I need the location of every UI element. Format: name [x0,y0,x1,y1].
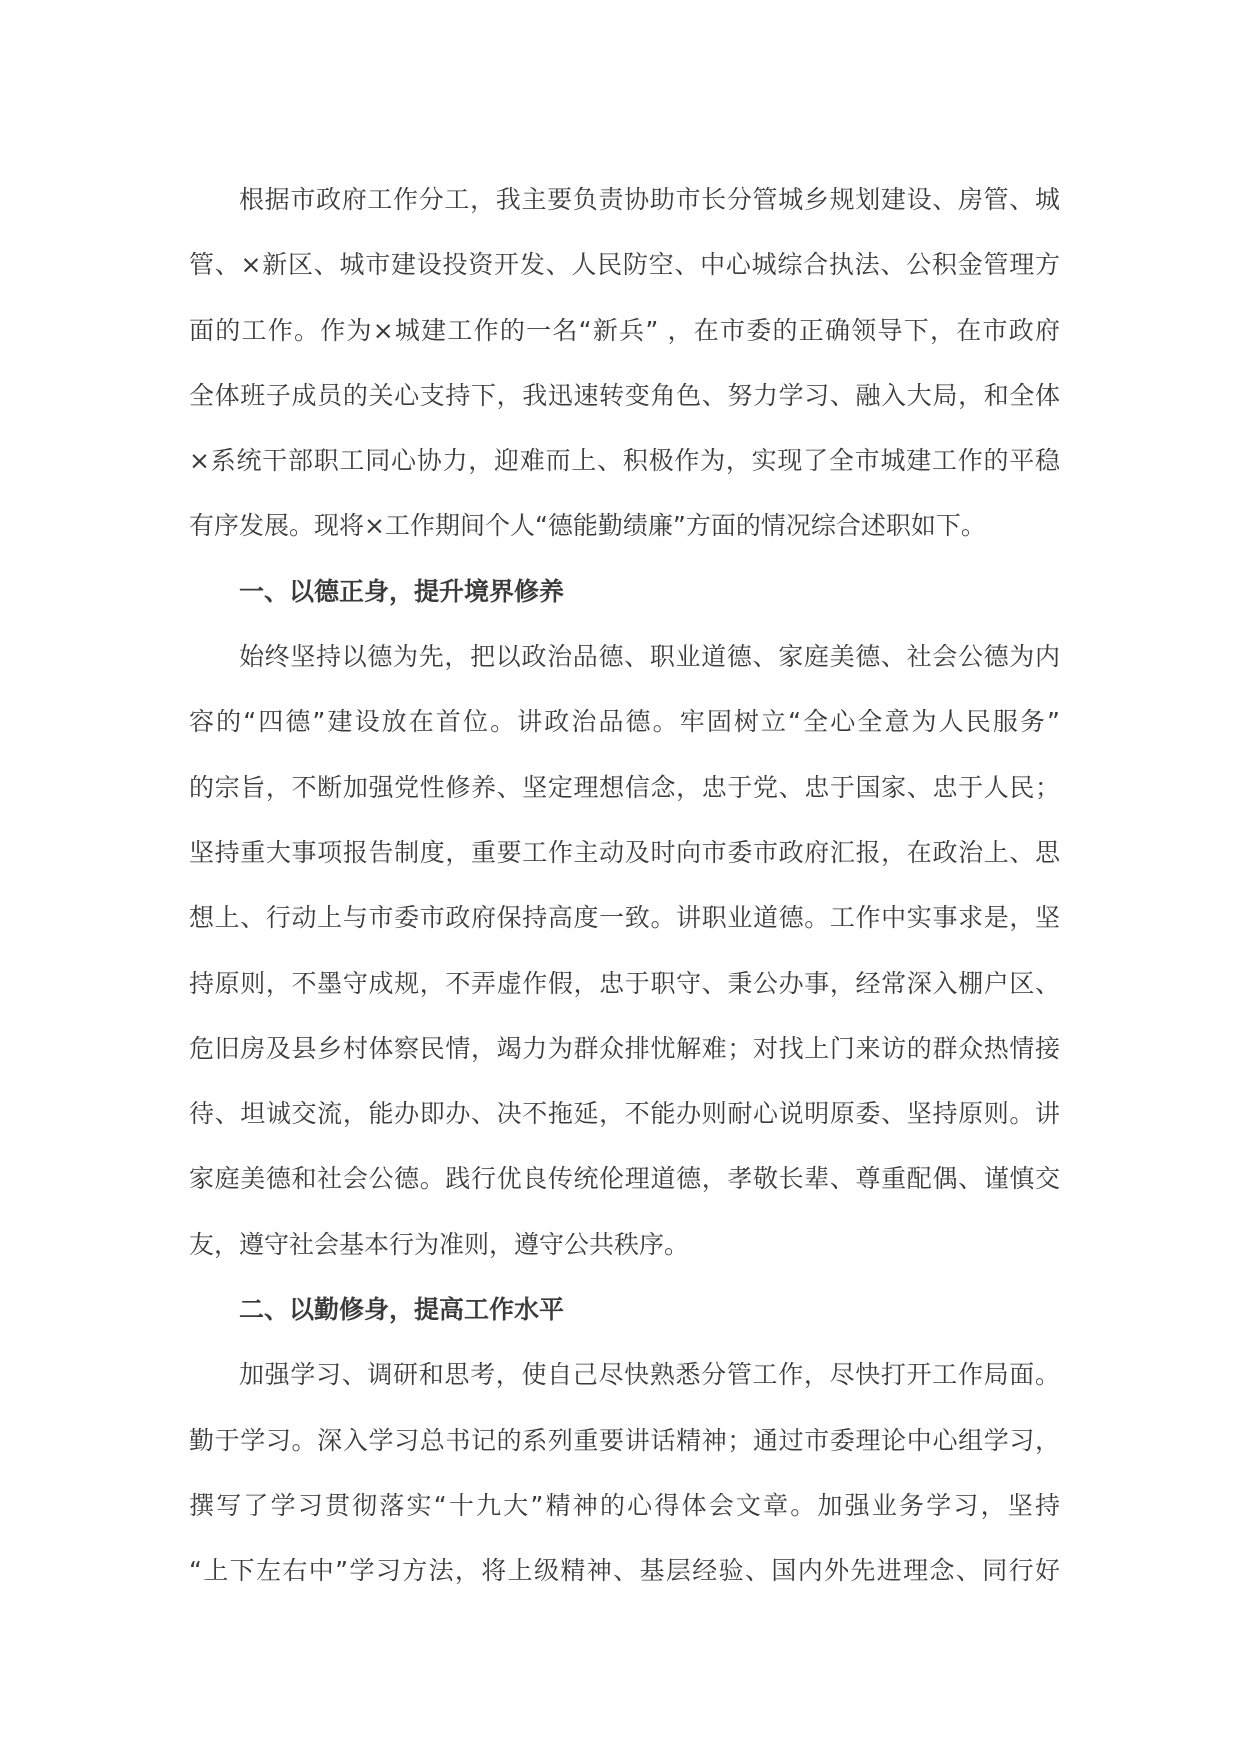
paragraph-line: 待、坦诚交流，能办即办、决不拖延，不能办则耐心说明原委、坚持原则。讲 [189,1099,1060,1129]
paragraph-line: 友，遵守社会基本行为准则，遵守公共秩序。 [189,1229,690,1259]
paragraph-line: 全体班子成员的关心支持下，我迅速转变角色、努力学习、融入大局，和全体 [189,380,1060,410]
paragraph-line: 加强学习、调研和思考，使自己尽快熟悉分管工作，尽快打开工作局面。 [239,1360,1060,1390]
paragraph-line: 容的“四德”建设放在首位。讲政治品德。牢固树立“全心全意为人民服务” [189,707,1060,737]
paragraph-line: 撰写了学习贯彻落实“十九大”精神的心得体会文章。加强业务学习，坚持 [189,1490,1060,1520]
paragraph-line: 坚持重大事项报告制度，重要工作主动及时向市委市政府汇报，在政治上、思 [189,837,1060,867]
paragraph-line: 始终坚持以德为先，把以政治品德、职业道德、家庭美德、社会公德为内 [239,642,1060,672]
section-heading: 二、以勤修身，提高工作水平 [239,1295,565,1325]
paragraph-line: ×系统干部职工同心协力，迎难而上、积极作为，实现了全市城建工作的平稳 [189,446,1060,476]
paragraph-line: 勤于学习。深入学习总书记的系列重要讲话精神；通过市委理论中心组学习， [189,1425,1060,1455]
paragraph-line: 的宗旨，不断加强党性修养、坚定理想信念，忠于党、忠于国家、忠于人民； [189,772,1060,802]
paragraph-line: 想上、行动上与市委市政府保持高度一致。讲职业道德。工作中实事求是，坚 [189,903,1060,933]
paragraph-line: 家庭美德和社会公德。践行优良传统伦理道德，孝敬长辈、尊重配偶、谨慎交 [189,1164,1060,1194]
paragraph-line: 有序发展。现将×工作期间个人“德能勤绩廉”方面的情况综合述职如下。 [189,511,986,541]
paragraph-line: 危旧房及县乡村体察民情，竭力为群众排忧解难；对找上门来访的群众热情接 [189,1033,1060,1063]
paragraph-line: 面的工作。作为×城建工作的一名“新兵” ，在市委的正确领导下，在市政府 [189,315,1060,345]
paragraph-line: “上下左右中”学习方法，将上级精神、基层经验、国内外先进理念、同行好 [189,1556,1060,1586]
document-body [189,167,1060,1604]
section-heading: 一、以德正身，提升境界修养 [239,576,565,606]
paragraph-line: 管、×新区、城市建设投资开发、人民防空、中心城综合执法、公积金管理方 [189,250,1060,280]
paragraph-line: 根据市政府工作分工，我主要负责协助市长分管城乡规划建设、房管、城 [239,185,1060,214]
paragraph-line: 持原则，不墨守成规，不弄虚作假，忠于职守、秉公办事，经常深入棚户区、 [189,968,1060,998]
